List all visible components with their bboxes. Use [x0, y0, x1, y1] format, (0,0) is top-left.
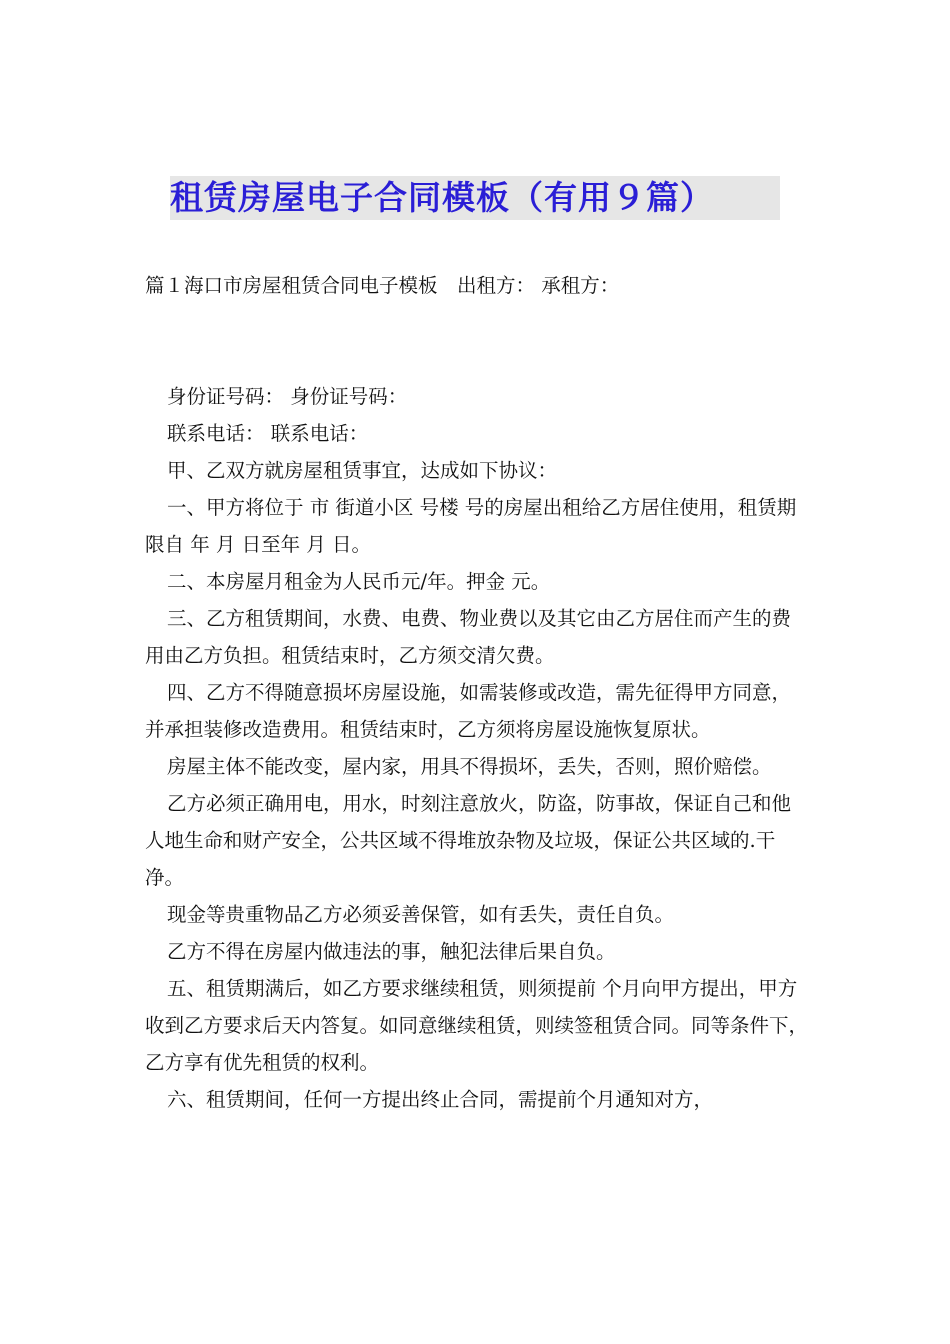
paragraph-illegal-acts: 乙方不得在房屋内做违法的事，触犯法律后果自负。 [167, 940, 616, 963]
paragraph-clause-3: 三、乙方租赁期间，水费、电费、物业费以及其它由乙方居住而产生的费用由乙方负担。租赁结束时，乙方须交清欠费。 [145, 607, 792, 667]
contract-body [145, 378, 810, 1118]
paragraph-clause-4: 四、乙方不得随意损坏房屋设施，如需装修或改造，需先征得甲方同意，并承担装修改造费用。租赁结束时，乙方须将房屋设施恢复原状。 [145, 681, 792, 741]
paragraph-agreement-intro: 甲、乙双方就房屋租赁事宜，达成如下协议： [167, 459, 558, 482]
paragraph-clause-5: 五、租赁期满后，如乙方要求继续租赁，则须提前 个月向甲方提出，甲方收到乙方要求后天内答复。如同意继续租赁，则续签租赁合同。同等条件下，乙方享有优先租赁的权利。 [145, 977, 809, 1074]
paragraph-clause-6: 六、租赁期间，任何一方提出终止合同，需提前个月通知对方， [167, 1088, 714, 1111]
paragraph-clause-2: 二、本房屋月租金为人民币元/年。押金 元。 [167, 570, 551, 593]
paragraph-clause-1: 一、甲方将位于 市 街道小区 号楼 号的房屋出租给乙方居住使用，租赁期限自 年 月 日至年 月 日。 [145, 496, 797, 556]
paragraph-phone-numbers: 联系电话： 联系电话： [167, 422, 369, 445]
document-title: 租赁房屋电子合同模板（有用９篇） [170, 176, 780, 220]
paragraph-safety: 乙方必须正确用电，用水，时刻注意放火，防盗，防事故，保证自己和他人地生命和财产安全，公共区域不得堆放杂物及垃圾，保证公共区域的.干净。 [145, 792, 792, 889]
paragraph-valuables: 现金等贵重物品乙方必须妥善保管，如有丢失，责任自负。 [167, 903, 675, 926]
paragraph-id-numbers: 身份证号码： 身份证号码： [167, 385, 408, 408]
paragraph-house-structure: 房屋主体不能改变，屋内家，用具不得损坏，丢失，否则，照价赔偿。 [167, 755, 772, 778]
section-heading: 篇１海口市房屋租赁合同电子模板 出租方： 承租方： [145, 274, 620, 297]
